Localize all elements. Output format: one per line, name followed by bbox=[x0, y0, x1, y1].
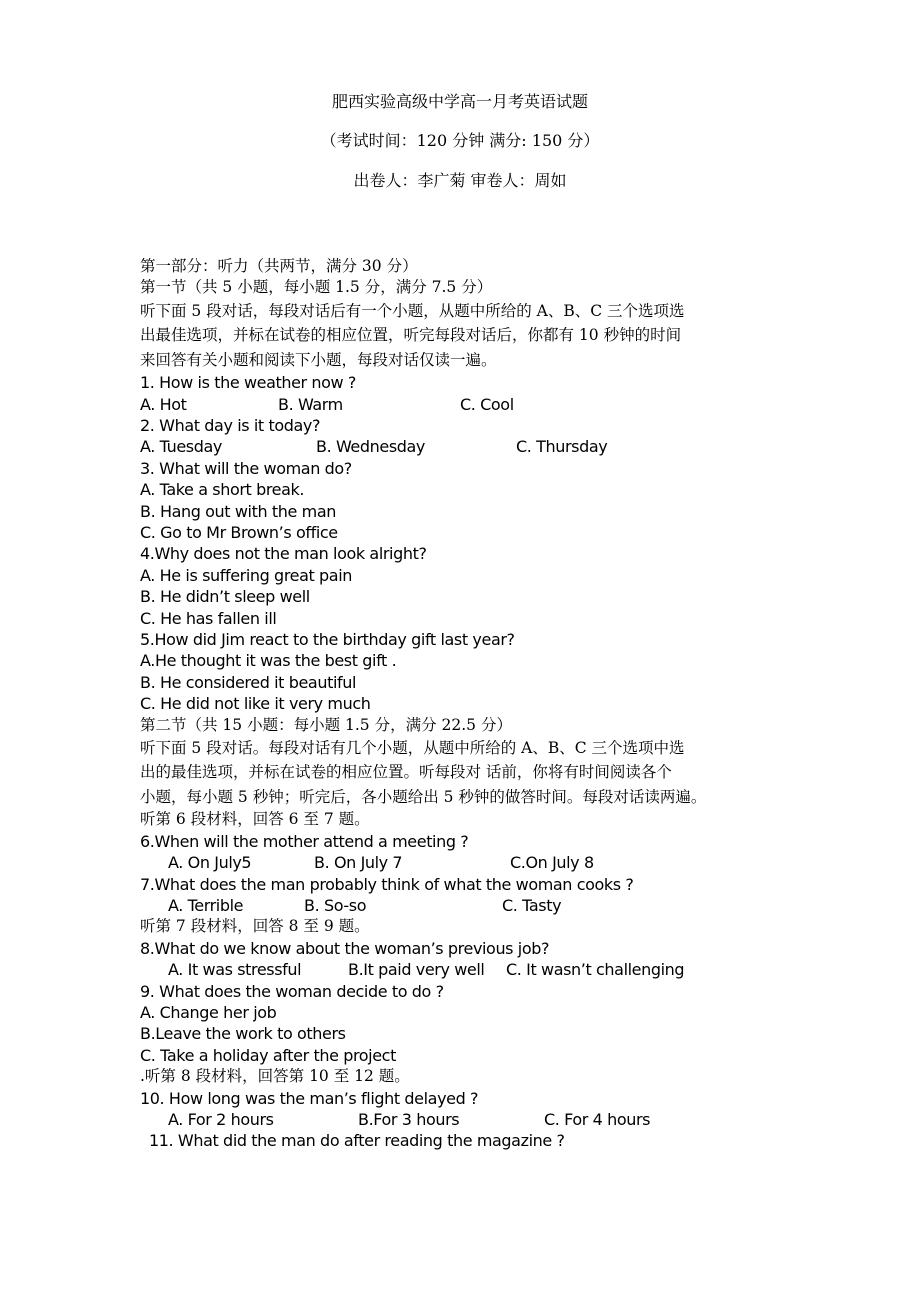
question-11-stem: 11. What did the man do after reading the magazine ? bbox=[149, 1131, 565, 1151]
option-a: A. Tuesday bbox=[140, 437, 222, 457]
material-7-heading: 听第 7 段材料，回答 8 至 9 题。 bbox=[140, 917, 370, 936]
option-b: B. Wednesday bbox=[316, 437, 425, 457]
option-c: C. Go to Mr Brown’s office bbox=[140, 523, 338, 543]
option-a: A. For 2 hours bbox=[168, 1109, 274, 1129]
section2-heading: 第二节（共 15 小题：每小题 1.5 分，满分 22.5 分） bbox=[140, 715, 512, 734]
exam-authors: 出卷人：李广菊 审卷人：周如 bbox=[353, 171, 567, 190]
option-c: C. For 4 hours bbox=[544, 1109, 651, 1129]
question-3-stem: 3. What will the woman do? bbox=[140, 458, 352, 478]
question-2-stem: 2. What day is it today? bbox=[140, 416, 321, 436]
option-a: A. He is suffering great pain bbox=[140, 565, 352, 585]
exam-title: 肥西实验高级中学高一月考英语试题 bbox=[331, 92, 588, 111]
option-c: C.On July 8 bbox=[510, 853, 594, 873]
question-7-options bbox=[140, 895, 780, 916]
option-a: A. Hot bbox=[140, 394, 187, 414]
question-1-stem: 1. How is the weather now ? bbox=[140, 373, 357, 393]
instruction-line: 听下面 5 段对话，每段对话后有一个小题，从题中所给的 A、B、C 三个选项选 bbox=[140, 301, 685, 320]
question-10-options bbox=[140, 1109, 780, 1130]
instruction-line: 出的最佳选项，并标在试卷的相应位置。听每段对 话前，你将有时间阅读各个 bbox=[140, 763, 672, 782]
option-b: B. Hang out with the man bbox=[140, 501, 336, 521]
option-a: A.He thought it was the best gift . bbox=[140, 651, 397, 671]
question-7-stem: 7.What does the man probably think of what the woman cooks ? bbox=[140, 874, 634, 894]
question-9-stem: 9. What does the woman decide to do ? bbox=[140, 981, 444, 1001]
option-c: C. Cool bbox=[460, 394, 514, 414]
question-10-stem: 10. How long was the man’s flight delayed ? bbox=[140, 1088, 479, 1108]
question-6-options bbox=[140, 852, 780, 873]
option-c: C. It wasn’t challenging bbox=[506, 960, 685, 980]
option-a: A. Terrible bbox=[168, 895, 244, 915]
option-b: B.Leave the work to others bbox=[140, 1024, 346, 1044]
option-c: C. He did not like it very much bbox=[140, 694, 371, 714]
question-2-options bbox=[140, 436, 780, 457]
option-a: A. On July5 bbox=[168, 853, 252, 873]
option-a: A. Change her job bbox=[140, 1002, 277, 1022]
instruction-line: 听下面 5 段对话。每段对话有几个小题，从题中所给的 A、B、C 三个选项中选 bbox=[140, 738, 685, 757]
option-b: B. He didn’t sleep well bbox=[140, 587, 310, 607]
option-c: C. He has fallen ill bbox=[140, 608, 277, 628]
option-b: B.For 3 hours bbox=[358, 1109, 460, 1129]
option-a: A. Take a short break. bbox=[140, 480, 305, 500]
material-6-heading: 听第 6 段材料，回答 6 至 7 题。 bbox=[140, 810, 370, 829]
question-6-stem: 6.When will the mother attend a meeting ? bbox=[140, 831, 469, 851]
question-4-stem: 4.Why does not the man look alright? bbox=[140, 544, 427, 564]
option-c: C. Take a holiday after the project bbox=[140, 1045, 396, 1065]
option-c: C. Tasty bbox=[502, 895, 562, 915]
material-8-heading: .听第 8 段材料，回答第 10 至 12 题。 bbox=[140, 1067, 410, 1086]
option-a: A. It was stressful bbox=[168, 960, 302, 980]
section1-instructions bbox=[140, 299, 780, 373]
part1-heading: 第一部分：听力（共两节，满分 30 分） bbox=[140, 257, 418, 275]
section2-instructions bbox=[140, 736, 780, 810]
exam-info: （考试时间：120 分钟 满分: 150 分） bbox=[320, 131, 600, 150]
instruction-line: 小题，每小题 5 秒钟；听完后，各小题给出 5 秒钟的做答时间。每段对话读两遍。 bbox=[140, 787, 707, 806]
section1-heading: 第一节（共 5 小题，每小题 1.5 分，满分 7.5 分） bbox=[140, 278, 493, 297]
question-5-stem: 5.How did Jim react to the birthday gift last year? bbox=[140, 629, 515, 649]
option-b: B. So-so bbox=[304, 895, 367, 915]
instruction-line: 来回答有关小题和阅读下小题，每段对话仅读一遍。 bbox=[140, 350, 497, 369]
question-1-options bbox=[140, 394, 780, 415]
instruction-line: 出最佳选项，并标在试卷的相应位置，听完每段对话后，你都有 10 秒钟的时间 bbox=[140, 326, 682, 345]
option-b: B.It paid very well bbox=[348, 960, 485, 980]
option-c: C. Thursday bbox=[516, 437, 608, 457]
exam-content bbox=[140, 256, 780, 1152]
question-8-stem: 8.What do we know about the woman’s previous job? bbox=[140, 938, 550, 958]
question-8-options bbox=[140, 959, 780, 980]
option-b: B. He considered it beautiful bbox=[140, 672, 357, 692]
option-b: B. On July 7 bbox=[314, 853, 403, 873]
option-b: B. Warm bbox=[278, 394, 343, 414]
